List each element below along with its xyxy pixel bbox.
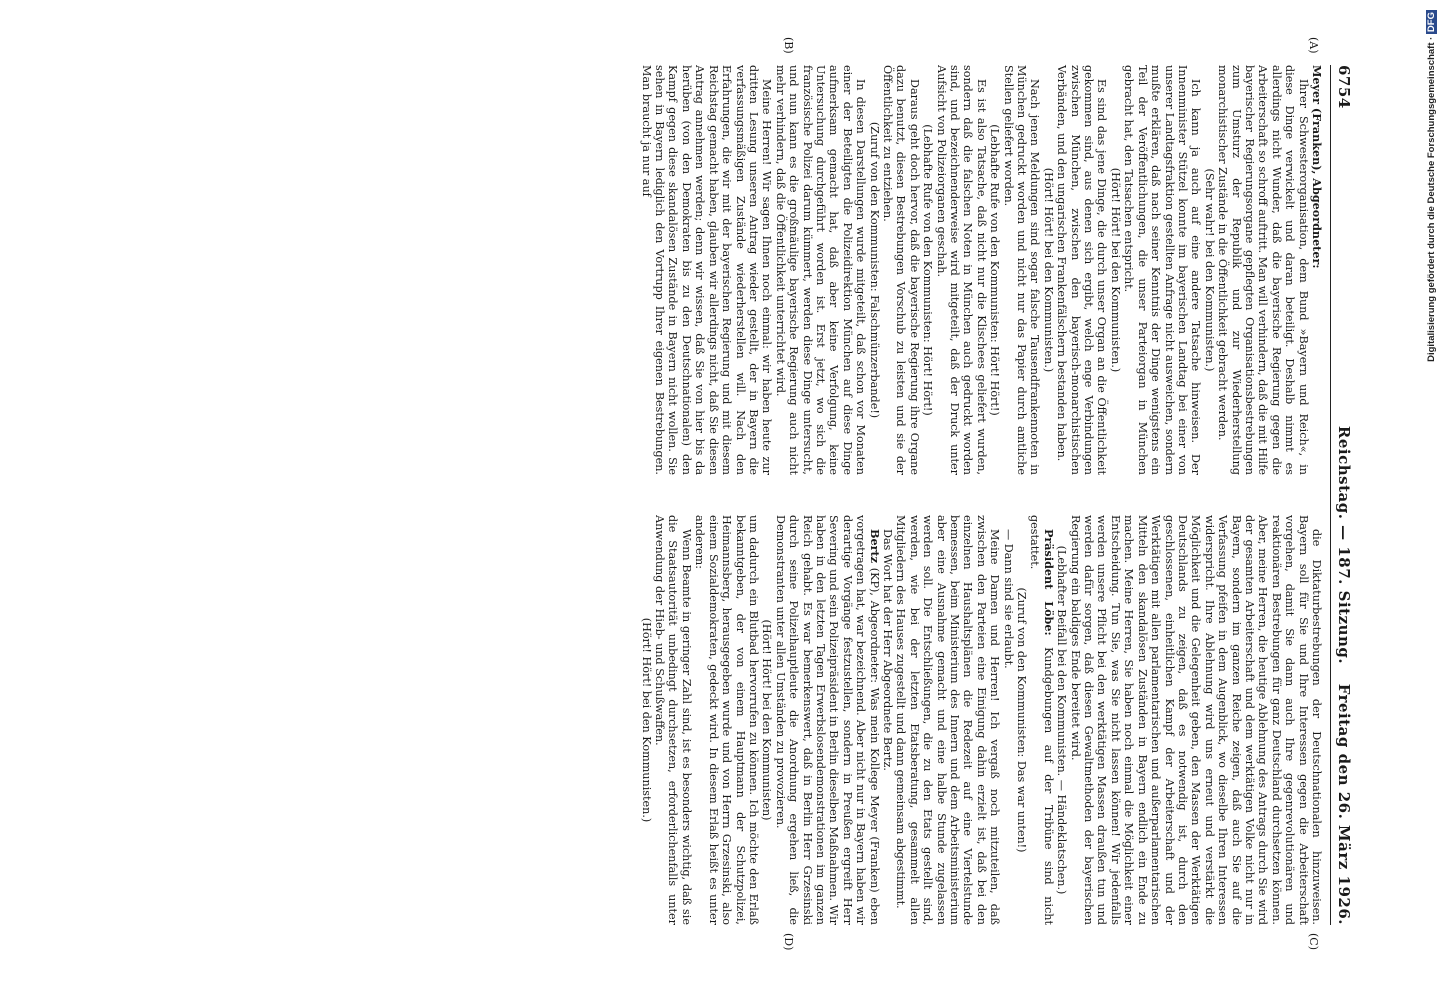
interjection: (Hört! Hört! bei den Kommunisten.) [1108,167,1122,373]
paragraph: Meine Damen und Herren! Ich vergaß noch mitzuteilen, daß zwischen den Parteien eine Einigung dahin erzielt ist, daß bei den einzelnen Haushaltsplänen die Redezeit auf eine Viertelstunde bemessen, beim Ministerium des Innern und dem Arbeitsministerium aber eine Ausnahme gemacht und eine halbe Stunde zugelassen werden soll. Die Entschließungen, die zu den Etats gestellt sind, werden, wie bei der letzten Etatsberatung, gesammelt allen Mitgliedern des Hauses zugestellt und dann gemeinsam abgestimmt. [894,515,1002,925]
page-number: 6754 [1335,65,1353,109]
interjection: (Hört! Hört! bei den Kommunisten.) [1041,167,1055,373]
document-page [55,37,1355,951]
funding-sidebar [1412,10,1437,990]
paragraph: die Diktaturbestrebungen der Deutschnationalen hinzuweisen. Bayern soll für Sie und Ihre Interessen gegen die Arbeiterschaft vorgehen, damit Sie dann auch Ihre gegenrevolutionären und reaktionären Bestrebungen für ganz Deutschland durchsetzen können. Aber, meine Herren, die heutige Ablehnung des Antrags durch Sie wird der gesamten Arbeiterschaft und dem werktätigen Volke nicht nur in Bayern, sondern im ganzen Reiche zeigen, daß auch Sie auf die Verfassung pfeifen in dem Augenblick, wo dieselbe Ihren Interessen widerspricht. Ihre Ablehnung wird uns erneut und verstärkt die Möglichkeit und die Gelegenheit geben, den Massen der Werktätigen Deutschlands zu zeigen, daß es notwendig ist, durch den geschlossenen, einheitlichen Kampf der Arbeiterschaft und der Werktätigen mit allen parlamentarischen und außerparlamentarischen Mitteln den skandalösen Zuständen in Bayern endlich ein Ende zu machen. Meine Herren, Sie haben noch einmal die Möglichkeit einer Entscheidung. Tun Sie, was Sie nicht lassen können! Wir jedenfalls werden unsere Pflicht bei den werktätigen Massen draußen tun und werden dafür sorgen, daß diesen Gewaltmethoden der bayerischen Regierung ein baldiges Ende bereitet wird. [1068,515,1323,925]
running-title: Reichstag. — 187. Sitzung. [1335,425,1353,665]
paragraph: Präsident Löbe: Kundgebungen auf der Tribüne sind nicht gestattet. [1028,515,1056,926]
interjection: (Zuruf von den Kommunisten: Falschmünzerbande!) [867,121,881,419]
interjection: (Lebhafte Rufe von den Kommunisten: Hört! Hört!) [988,124,1002,416]
margin-marker-b: (B) [782,37,795,54]
paragraph: Ihrer Schwesterorganisation, dem Bund »Bayern und Reich«, in diese Dinge verwickelt und daran beteiligt. Deshalb nimmt es allerdings nicht Wunder, daß die bayerische Regierung gegen die Arbeiterschaft so schroff auftritt. Man will verhindern, daß die mit Hilfe bayerischer Regierungsorgane gepflegten Organisationsbestrebungen zum Umsturz der Republik und zur Wiederherstellung monarchistischer Zustände in die Öffentlichkeit gebracht werden. [1216,65,1310,475]
paragraph: Wenn Beamte in geringer Zahl sind, ist es besonders wichtig, daß sie die Staatsautorität unbedingt durchsetzen, erforderlichenfalls unter Anwendung der Hieb- und Schußwaffen. [653,515,693,925]
interjection: (Lebhafte Rufe von den Kommunisten: Hört! Hört!) [921,124,935,416]
interjection: (Lebhafter Beifall bei den Kommunisten. — Händeklatschen.) [1055,545,1069,895]
paragraph: Es sind das jene Dinge, die durch unser Organ an die Öffentlichkeit gekommen sind, aus denen sich ergibt, welch enge Verbindungen zwischen München, zwischen den bayerisch-monarchistischen Verbänden, und den ungarischen Frankenfälschern bestanden haben. [1055,65,1109,475]
funding-note [1426,10,1437,990]
page-header [1331,65,1355,925]
paragraph: Meyer (Franken), Abgeordneter: [1310,65,1324,269]
paragraph: Daraus geht doch hervor, daß die bayerische Regierung ihre Organe dazu benutzt, diesen Bestrebungen Vorschub zu leisten und sie der Öffentlichkeit zu entziehen. [881,65,921,475]
dfg-logo: DFG [1426,12,1437,33]
paragraph: Es ist also Tatsache, daß nicht nur die Klischees geliefert wurden, sondern daß die falschen Noten in München auch gedruckt worden sind, und bezeichnenderweise wird mitgeteilt, daß der Druck unter Aufsicht von Polizeiorganen geschah. [934,65,988,475]
paragraph: — Dann sind sie erlaubt. [1001,529,1015,669]
paragraph: Meine Herren! Wir sagen Ihnen noch einmal: wir haben heute zur dritten Lesung unseren Antrag wieder gestellt, der in Bayern die verfassungsmäßigen Zustände wiederherstellen will. Nach den Erfahrungen, die wir mit der bayerischen Regierung und mit diesem Reichstag gemacht haben, glauben wir allerdings nicht, daß Sie diesen Antrag annehmen werden; denn wir wissen, daß Sie von hier bis da herüben (von den Demokraten bis zu den Deutschnationalen) den Kampf gegen diese skandalösen Zustände in Bayern nicht wollen. Sie sehen in Bayern lediglich den Vortrupp Ihrer eigenen Bestrebungen. Man braucht ja nur auf [639,65,774,475]
paragraph: Ich kann ja auch auf eine andere Tatsache hinweisen. Der Innenminister Stützel konnte im bayerischen Landtag bei einer von unserer Landtagsfraktion gestellten Anfrage nicht ausweichen, sondern mußte erklären, daß nach seiner Kenntnis der Dinge wenigstens ein Teil der Veröffentlichungen, die unser Parteiorgan in München gebracht hat, den Tatsachen entspricht. [1122,65,1203,475]
paragraph: Bertz (KP), Abgeordneter: Was mein Kollege Meyer (Franken) eben vorgetragen hat, war bezeichnend. Aber nicht nur in Bayern haben wir derartige Vorgänge festzustellen, sondern in Preußen ergreift Herr Severing und sein Polizeipräsident in Berlin dieselben Maßnahmen. Wir haben in den letzten Tagen Erwerbslosendemonstrationen im ganzen Reich gehabt. Es war bemerkenswert, daß in Berlin Herr Grzesinski durch seine Polizeihauptleute die Anordnung ergehen ließ, die Demonstranten unter allen Umständen zu provozieren. [773,515,882,925]
paragraph: Nach jenen Meldungen sind sogar falsche Tausendfrankennoten in München gedruckt worden und nicht nur das Papier durch amtliche Stellen geliefert worden. [1001,65,1042,475]
margin-marker-d: (D) [782,933,795,951]
paragraph: Das Wort hat der Herr Abgeordnete Bertz. [881,529,894,771]
session-date: Freitag den 26. März 1926. [1335,683,1353,925]
paragraph: In diesen Darstellungen wurde mitgeteilt, daß schon vor Monaten einer der Beteiligten die Polizeidirektion München auf diese Dinge aufmerksam gemacht hat, daß aber keine Verfolgung, keine Untersuchung durchgeführt worden ist. Erst jetzt, wo sich die französische Polizei darum kümmert, werden diese Dinge untersucht, und nun kann es die großmäulige bayerische Regierung auch nicht mehr verhindern, daß die Öffentlichkeit unterrichtet wird. [773,65,868,475]
interjection: (Hört! Hört! bei den Kommunisten.) [639,617,653,823]
interjection: (Sehr wahr! bei den Kommunisten.) [1202,168,1216,372]
header-rule [1330,65,1331,925]
text-column-right [639,515,1323,925]
margin-marker-c: (C) [1307,933,1320,950]
interjection: (Hört! Hört! bei den Kommunisten) [760,619,774,821]
margin-marker-a: (A) [1307,37,1320,54]
funding-text: Digitalisierung gefördert durch die Deutsche Forschungsgemeinschaft · [1426,36,1437,362]
paragraph: um dadurch ein Blutbad hervorrufen zu können. Ich möchte den Erlaß bekanntgeben, der von einem Hauptmann der Schutzpolizei, Heimannsberg, herausgegeben wurde und von Herrn Grzesinski, also einem Sozialdemokraten, gedeckt wird. In diesem Erlaß heißt es unter anderem: [693,515,760,925]
text-column-left [639,65,1323,475]
interjection: (Zuruf von den Kommunisten: Das war unten!) [1015,587,1029,853]
